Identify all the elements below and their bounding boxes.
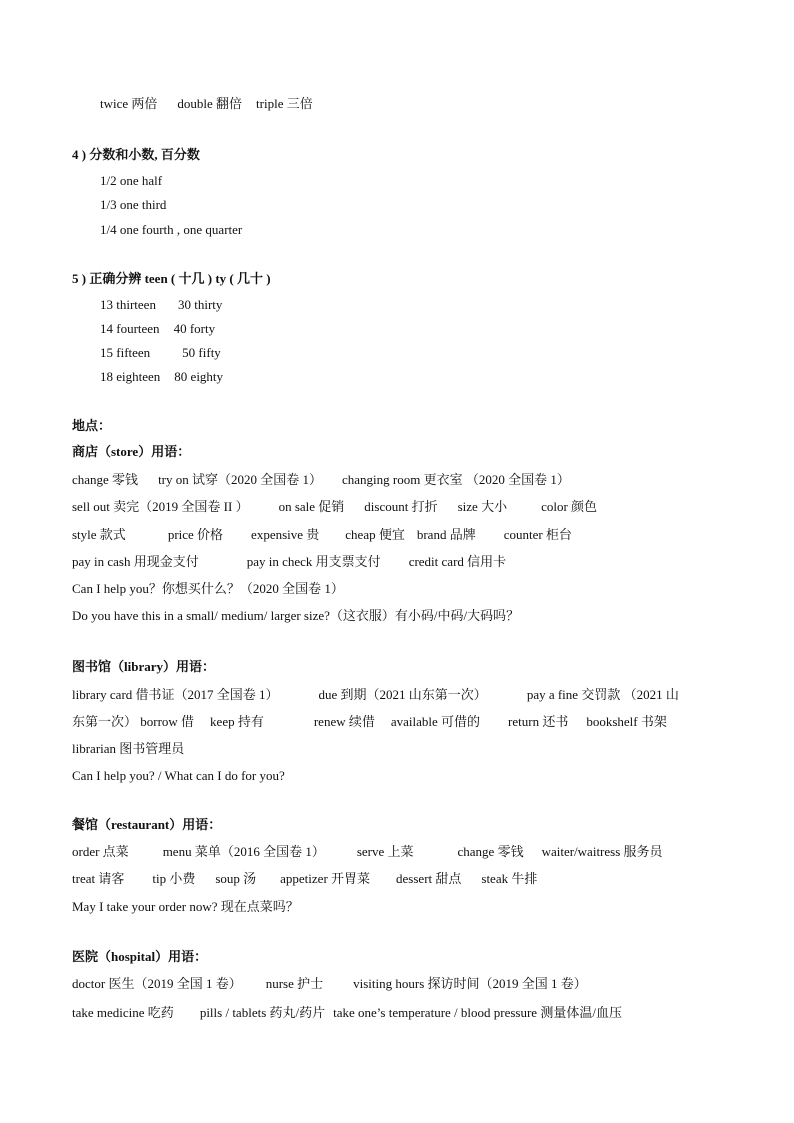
- term: take medicine 吃药: [72, 1005, 174, 1020]
- term: pills / tablets 药丸/药片: [199, 1005, 326, 1020]
- restaurant-question: May I take your order now? 现在点菜吗？: [72, 899, 299, 914]
- term: appetizer 开胃菜: [280, 871, 371, 886]
- restaurant-line: [72, 870, 537, 888]
- section5-heading: 5 ) 正确分辨 teen ( 十几 ) ty ( 几十 ): [72, 271, 271, 286]
- term: steak 牛排: [481, 871, 538, 886]
- hospital-line: [72, 975, 587, 993]
- library-question: Can I help you? / What can I do for you?: [72, 768, 285, 783]
- library-line: [72, 686, 679, 704]
- term: nurse 护士: [265, 976, 324, 991]
- term: price 价格: [167, 527, 224, 542]
- term: order 点菜: [72, 844, 129, 859]
- restaurant-heading: 餐馆（restaurant）用语：: [72, 817, 222, 832]
- hospital-line: [72, 1004, 622, 1022]
- term: counter 柜台: [503, 527, 572, 542]
- ty-term: 30 thirty: [177, 297, 223, 312]
- hospital-heading: 医院（hospital）用语：: [72, 949, 208, 964]
- ty-term: 50 fifty: [182, 345, 221, 360]
- term: pay in check 用支票支付: [246, 554, 381, 569]
- list-item: [100, 296, 222, 314]
- term: sell out 卖完（2019 全国卷 II ）: [72, 499, 249, 514]
- list-item: [100, 368, 223, 386]
- store-heading: 商店（store）用语：: [72, 444, 191, 459]
- term: try on 试穿（2020 全国卷 1）: [158, 472, 323, 487]
- term: keep 持有: [210, 714, 264, 729]
- places-heading: 地点：: [72, 418, 112, 433]
- list-item: [100, 344, 221, 362]
- term: expensive 贵: [251, 527, 320, 542]
- list-item: [100, 320, 215, 338]
- teen-term: 18 eighteen: [100, 369, 161, 384]
- ty-term: 80 eighty: [174, 369, 224, 384]
- term: serve 上菜: [356, 844, 414, 859]
- term-twice: twice 两倍: [100, 96, 158, 111]
- store-question: Can I help you？你想买什么？（2020 全国卷 1）: [72, 581, 344, 596]
- term: 东第一次） borrow 借: [72, 714, 195, 729]
- list-item: 1/3 one third: [100, 197, 167, 212]
- store-line: [72, 498, 597, 516]
- term: available 可借的: [390, 714, 481, 729]
- term: visiting hours 探访时间（2019 全国 1 卷）: [353, 976, 587, 991]
- term: due 到期（2021 山东第一次）: [318, 687, 487, 702]
- store-line: [72, 471, 570, 489]
- term: waiter/waitress 服务员: [541, 844, 663, 859]
- section4-heading: 4 ) 分数和小数, 百分数: [72, 147, 200, 162]
- term: menu 菜单（2016 全国卷 1）: [162, 844, 325, 859]
- term: brand 品牌: [416, 527, 476, 542]
- term: treat 请客: [72, 871, 125, 886]
- list-item: 1/4 one fourth , one quarter: [100, 222, 243, 237]
- term-triple: triple 三倍: [256, 96, 313, 111]
- term: take one’s temperature / blood pressure 测量体温/血压: [333, 1005, 622, 1020]
- term: credit card 信用卡: [408, 554, 507, 569]
- teen-term: 13 thirteen: [100, 297, 156, 312]
- term: discount 打折: [364, 499, 438, 514]
- term: size 大小: [457, 499, 508, 514]
- store-line: [72, 526, 572, 544]
- term-double: double 翻倍: [177, 96, 243, 111]
- term: pay a fine 交罚款 （2021 山: [526, 687, 679, 702]
- term: bookshelf 书架: [586, 714, 667, 729]
- term: style 款式: [72, 527, 126, 542]
- term: color 颜色: [541, 499, 598, 514]
- multiples-line: [100, 95, 313, 113]
- ty-term: 40 forty: [173, 321, 216, 336]
- term: cheap 便宜: [345, 527, 405, 542]
- term: doctor 医生（2019 全国 1 卷）: [72, 976, 242, 991]
- store-line: [72, 553, 506, 571]
- term: dessert 甜点: [396, 871, 462, 886]
- list-item: 1/2 one half: [100, 173, 163, 188]
- term: tip 小费: [152, 871, 196, 886]
- library-heading: 图书馆（library）用语：: [72, 659, 215, 674]
- library-line: [72, 713, 667, 731]
- library-line: librarian 图书管理员: [72, 741, 185, 756]
- term: on sale 促销: [278, 499, 345, 514]
- term: change 零钱: [457, 844, 524, 859]
- store-question: Do you have this in a small/ medium/ larger size?（这衣服）有小码/中码/大码吗？: [72, 608, 520, 623]
- teen-term: 14 fourteen: [100, 321, 160, 336]
- term: return 还书: [508, 714, 569, 729]
- term: library card 借书证（2017 全国卷 1）: [72, 687, 279, 702]
- term: changing room 更衣室 （2020 全国卷 1）: [342, 472, 570, 487]
- term: change 零钱: [72, 472, 139, 487]
- restaurant-line: [72, 843, 663, 861]
- term: pay in cash 用现金支付: [72, 554, 199, 569]
- term: soup 汤: [215, 871, 257, 886]
- term: renew 续借: [313, 714, 375, 729]
- teen-term: 15 fifteen: [100, 345, 151, 360]
